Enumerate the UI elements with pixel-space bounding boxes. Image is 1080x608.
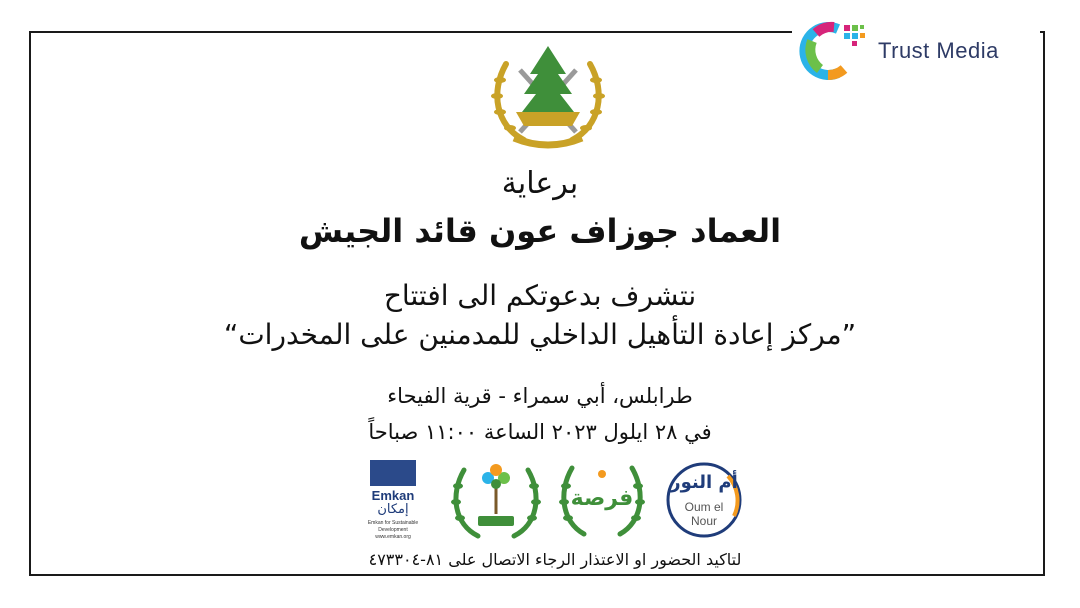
brand-name: Trust Media — [878, 38, 999, 63]
patronage-label: برعاية — [501, 166, 579, 201]
emkan-mark-icon — [370, 460, 416, 486]
invite-line: نتشرف بدعوتكم الى افتتاح — [383, 279, 697, 312]
emkan-name-en: Emkan — [371, 488, 415, 503]
oum-el-nour-en — [664, 500, 744, 528]
emkan-url: www.emkan.org — [375, 534, 411, 540]
emkan-name-ar: إمكان — [377, 502, 409, 517]
event-location: طرابلس، أبي سمراء - قرية الفيحاء — [387, 384, 693, 408]
emkan-tagline-text: Emkan for Sustainable Development — [367, 520, 419, 533]
trust-media-logo-icon — [798, 19, 868, 83]
emkan-tagline — [358, 520, 428, 541]
forsa-logo — [556, 460, 648, 540]
trust-media-badge — [792, 12, 1040, 90]
lebanese-army-emblem-icon — [486, 40, 610, 152]
commander-name: العماد جوزاف عون قائد الجيش — [298, 212, 782, 250]
oum-el-nour-ar: أم النور — [670, 472, 738, 493]
oum-el-nour-en-line2: Nour — [690, 514, 717, 528]
oum-el-nour-logo — [664, 458, 744, 542]
association-tree-logo-icon — [448, 458, 544, 542]
event-datetime: في ٢٨ ايلول ٢٠٢٣ الساعة ١١:٠٠ صباحاً — [368, 420, 712, 444]
emkan-logo — [362, 460, 424, 540]
center-name: ”مركز إعادة التأهيل الداخلي للمدمنين على المخدرات“ — [223, 318, 857, 351]
forsa-name: فرصة — [570, 486, 634, 511]
rsvp-line: لتاكيد الحضور او الاعتذار الرجاء الاتصال على ٨١-٤٧٣٣٠٤ — [368, 550, 742, 569]
oum-el-nour-en-line1: Oum el — [684, 500, 724, 514]
